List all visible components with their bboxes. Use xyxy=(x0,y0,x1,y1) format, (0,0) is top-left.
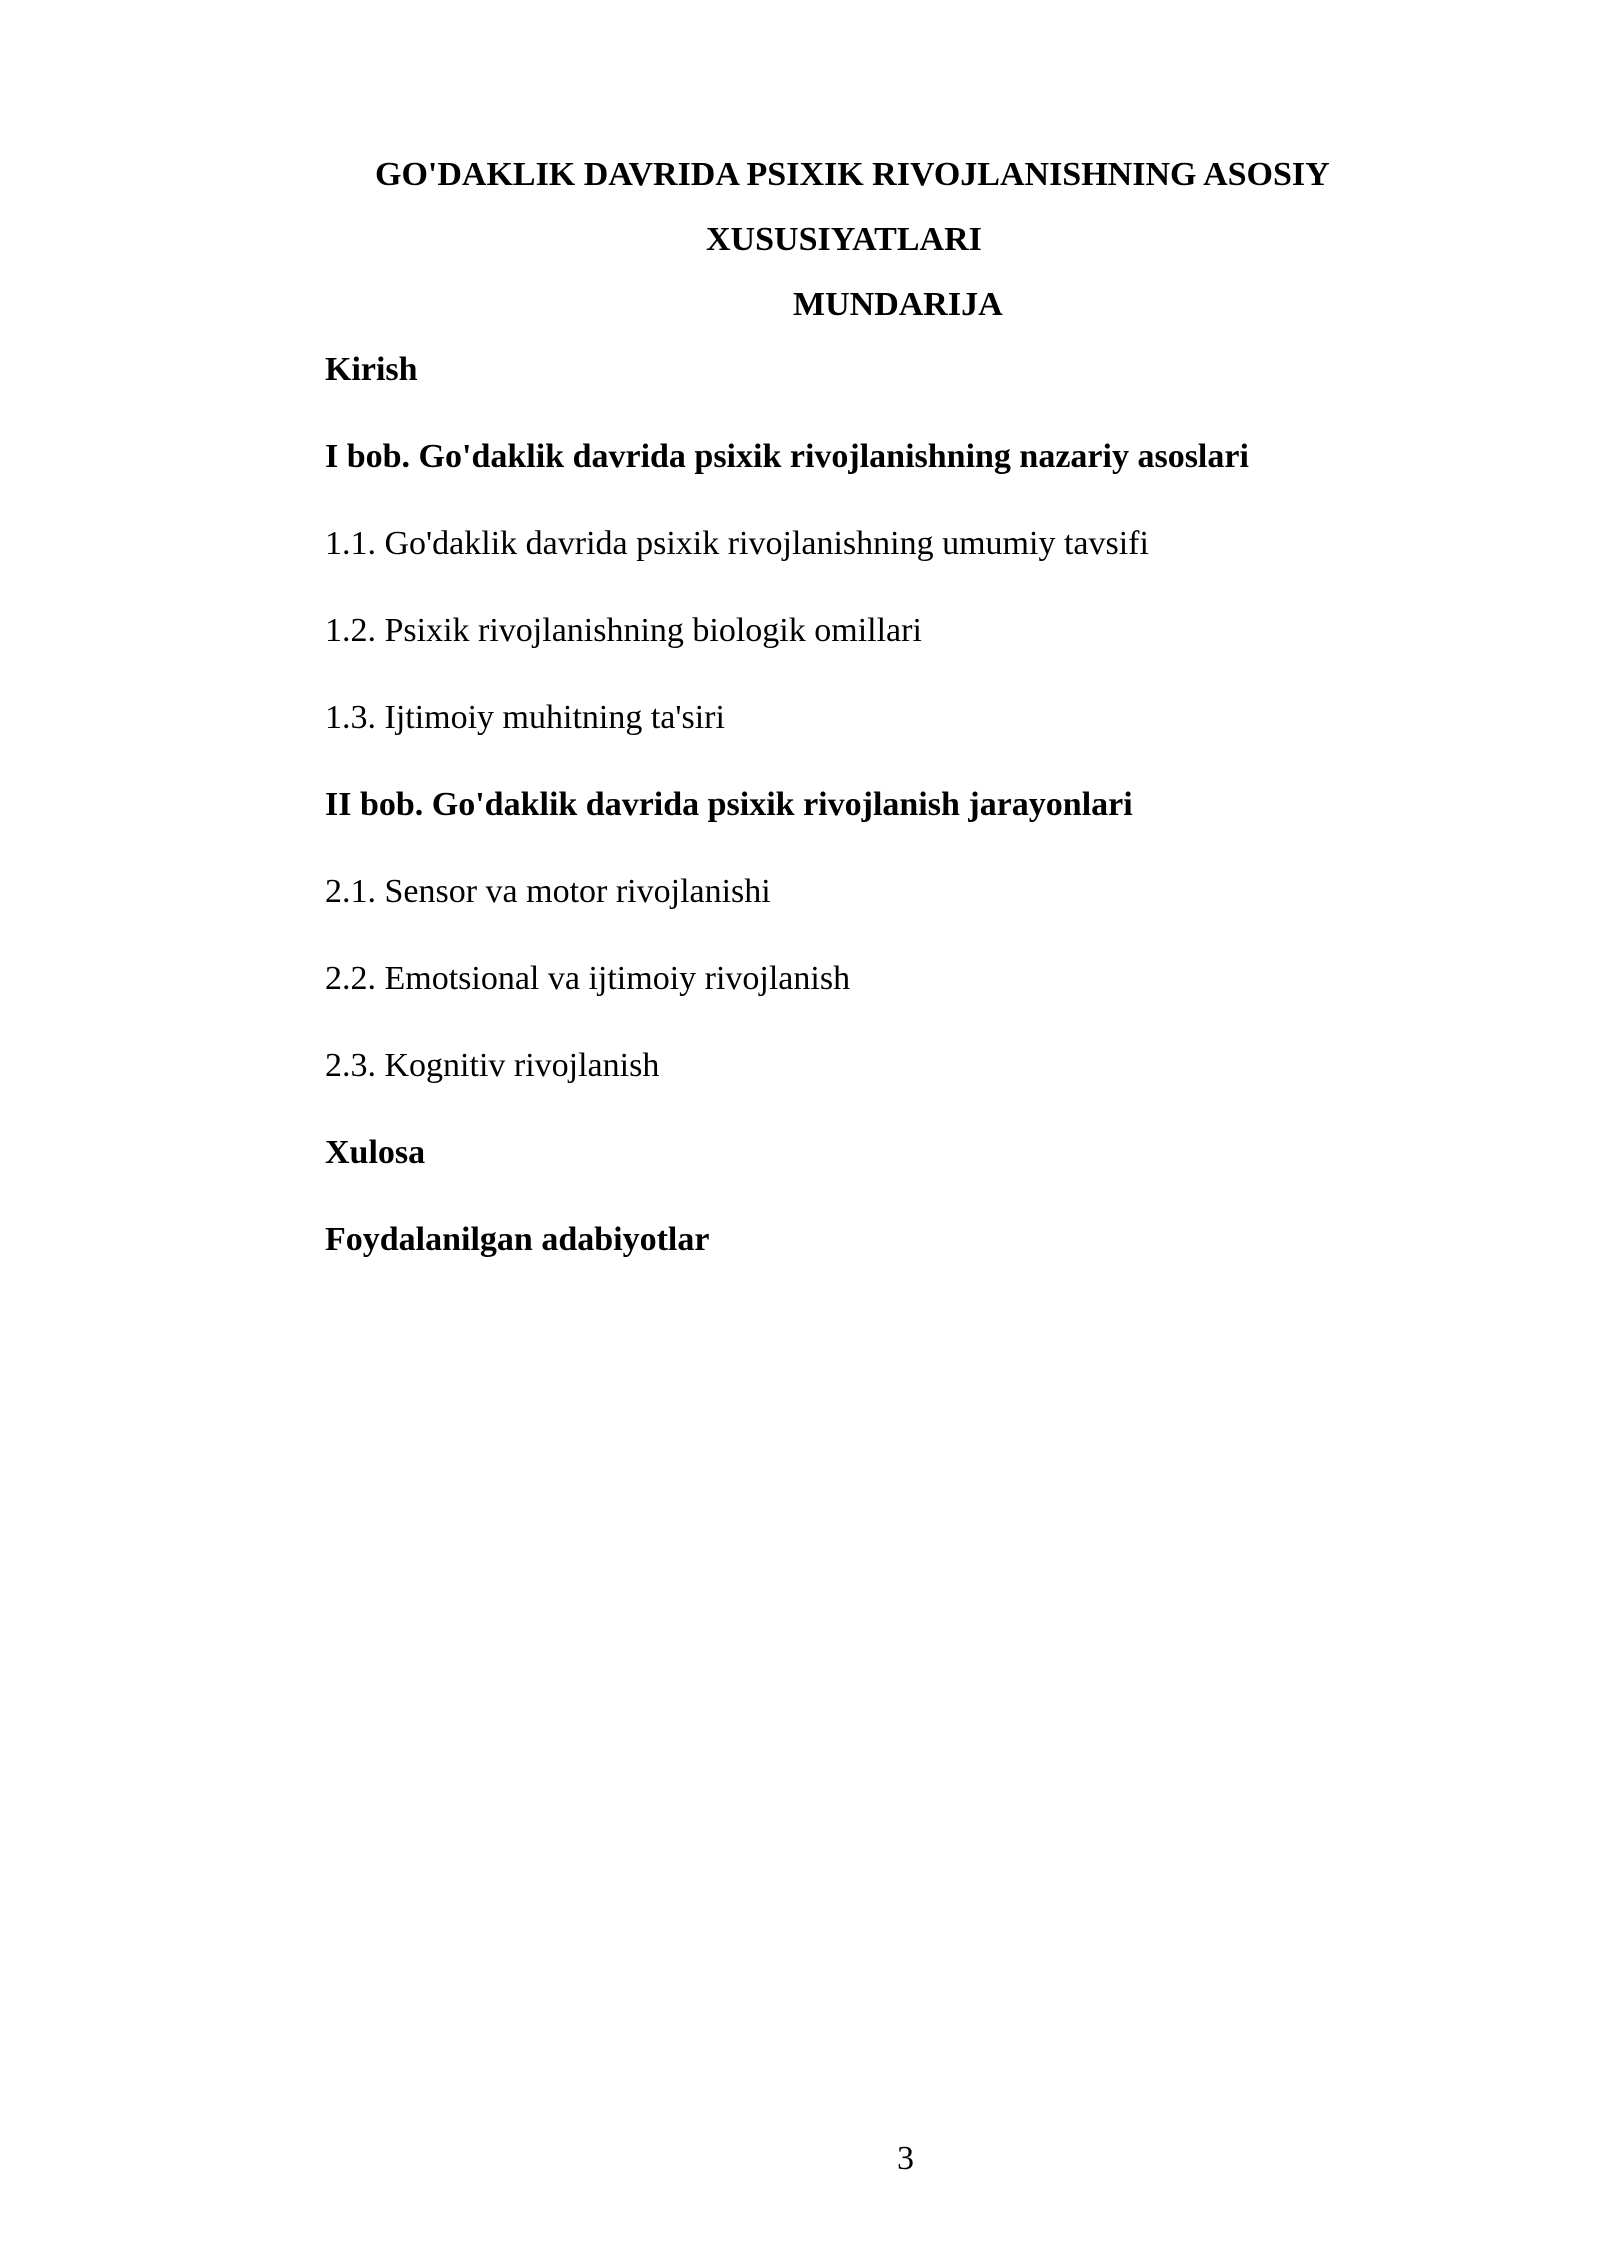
toc-entry-section-1-1: 1.1. Go'daklik davrida psixik rivojlanishning umumiy tavsifi xyxy=(325,525,1149,562)
toc-entry-chapter-1: I bob. Go'daklik davrida psixik rivojlanishning nazariy asoslari xyxy=(325,438,1249,475)
toc-entry-section-1-3: 1.3. Ijtimoiy muhitning ta'siri xyxy=(325,699,725,736)
toc-entry-references: Foydalanilgan adabiyotlar xyxy=(325,1221,710,1258)
toc-entry-section-2-2: 2.2. Emotsional va ijtimoiy rivojlanish xyxy=(325,960,851,997)
document-title-line-2: XUSUSIYATLARI xyxy=(706,221,982,258)
page-number: 3 xyxy=(897,2140,914,2177)
toc-entry-section-2-3: 2.3. Kognitiv rivojlanish xyxy=(325,1047,660,1084)
toc-entry-introduction: Kirish xyxy=(325,351,418,388)
document-title-line-1: GO'DAKLIK DAVRIDA PSIXIK RIVOJLANISHNING ASOSIY xyxy=(375,156,1330,193)
toc-entry-section-1-2: 1.2. Psixik rivojlanishning biologik omillari xyxy=(325,612,922,649)
toc-entry-section-2-1: 2.1. Sensor va motor rivojlanishi xyxy=(325,873,771,910)
toc-entry-conclusion: Xulosa xyxy=(325,1134,426,1171)
toc-entry-chapter-2: II bob. Go'daklik davrida psixik rivojlanish jarayonlari xyxy=(325,786,1133,823)
contents-heading: MUNDARIJA xyxy=(793,286,1003,323)
